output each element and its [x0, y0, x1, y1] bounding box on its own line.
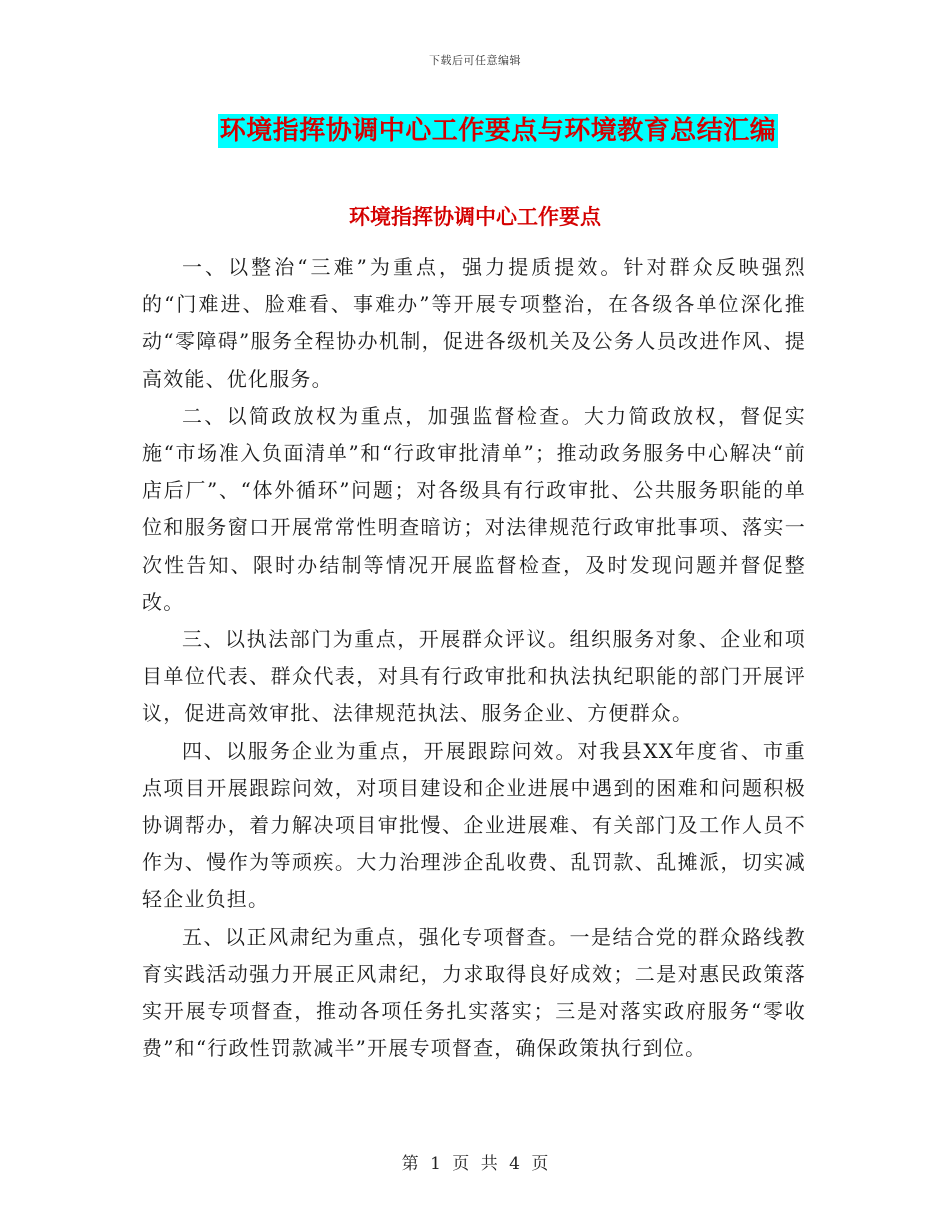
paragraph-4: 四、以服务企业为重点，开展跟踪问效。对我县XX年度省、市重点项目开展跟踪问效，对项目建设和企业进展中遇到的困难和问题积极协调帮办，着力解决项目审批慢、企业进展难、有关部门及工作人员不作为、慢作为等顽疾。大力治理涉企乱收费、乱罚款、乱摊派，切实减轻企业负担。 — [142, 738, 806, 912]
main-title-container — [0, 114, 950, 148]
document-main-title: 环境指挥协调中心工作要点与环境教育总结汇编 — [219, 116, 777, 146]
document-body — [142, 249, 806, 1067]
paragraph-3: 三、以执法部门为重点，开展群众评议。组织服务对象、企业和项目单位代表、群众代表，对具有行政审批和执法执纪职能的部门开展评议，促进高效审批、法律规范执法、服务企业、方便群众。 — [142, 627, 806, 726]
section-title: 环境指挥协调中心工作要点 — [349, 205, 601, 229]
page-header-note: 下载后可任意编辑 — [429, 54, 521, 67]
paragraph-1: 一、以整治“三难”为重点，强力提质提效。针对群众反映强烈的“门难进、脸难看、事难办”等开展专项整治，在各级各单位深化推动“零障碍”服务全程协办机制，促进各级机关及公务人员改进作风、提高效能、优化服务。 — [142, 255, 806, 391]
page-number-footer: 第 1 页 共 4 页 — [401, 1154, 549, 1174]
paragraph-5: 五、以正风肃纪为重点，强化专项督查。一是结合党的群众路线教育实践活动强力开展正风肃纪，力求取得良好成效；二是对惠民政策落实开展专项督查，推动各项任务扎实落实；三是对落实政府服务“零收费”和“行政性罚款减半”开展专项督查，确保政策执行到位。 — [142, 924, 806, 1061]
paragraph-2: 二、以简政放权为重点，加强监督检查。大力简政放权，督促实施“市场准入负面清单”和“行政审批清单”；推动政务服务中心解决“前店后厂”、“体外循环”问题；对各级具有行政审批、公共服务职能的单位和服务窗口开展常常性明查暗访；对法律规范行政审批事项、落实一次性告知、限时办结制等情况开展监督检查，及时发现问题并督促整改。 — [142, 403, 806, 614]
